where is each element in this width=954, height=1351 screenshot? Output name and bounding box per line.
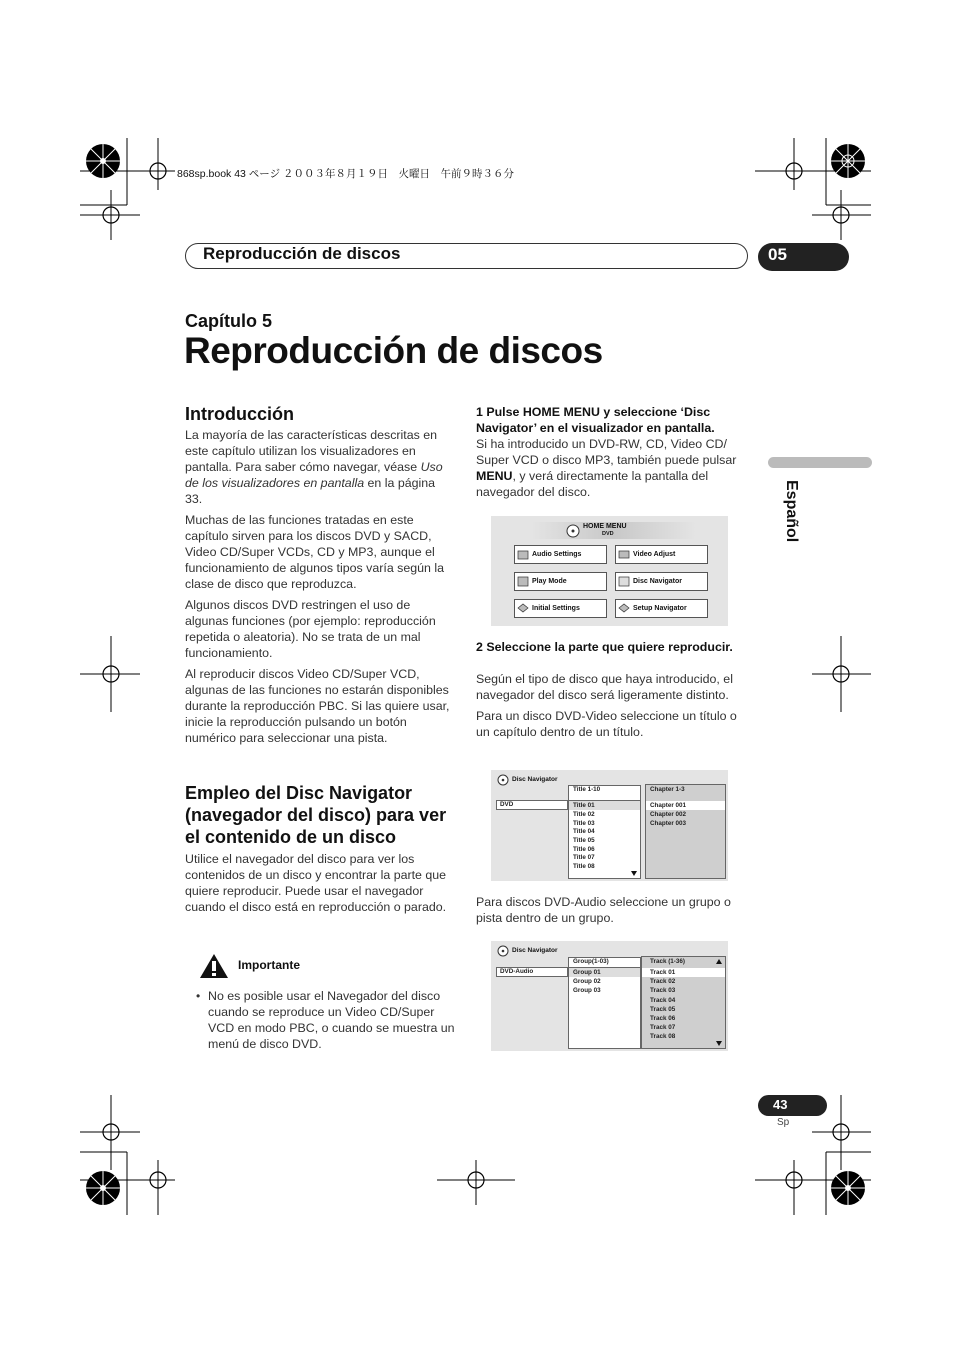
language-tab [768, 457, 872, 468]
page-number: 43 [758, 1095, 827, 1116]
home-menu-subtitle: DVD [602, 531, 614, 537]
list-item[interactable]: Group 03 [573, 987, 601, 994]
header-title: Reproducción de discos [203, 244, 401, 263]
bullet-dot: • [196, 989, 201, 1003]
list-item[interactable]: Title 06 [573, 846, 595, 853]
intro-paragraph-4: Al reproducir discos Video CD/Super VCD, algunas de las funciones no estarán disponibles durante la reproducción PBC. Si las quiere usar, inicie la reproducción pulsando un botón numérico para seleccionar una pista. [185, 667, 450, 745]
list-item[interactable]: Title 03 [573, 820, 595, 827]
navigator-title: Disc Navigator [512, 947, 558, 954]
track-list-head: Track (1-36) [650, 958, 686, 965]
page-title: Reproducción de discos [184, 330, 603, 371]
chapter-list[interactable] [645, 784, 726, 879]
list-item[interactable]: Track 06 [650, 1015, 676, 1022]
step-2-paragraph-2: Para un disco DVD-Video seleccione un título o un capítulo dentro de un título. [476, 709, 737, 739]
chapter-label: Capítulo 5 [185, 311, 273, 331]
step-1-title: 1 Pulse HOME MENU y seleccione ‘Disc Navigator’ en el visualizador en pantalla. [476, 405, 715, 435]
settings-icon [517, 603, 529, 614]
language-code: Sp [777, 1117, 790, 1128]
setup-navigator-button[interactable]: Setup Navigator [615, 599, 708, 618]
list-item[interactable]: Track 05 [650, 1006, 676, 1013]
step-2-paragraph-1: Según el tipo de disco que haya introducido, el navegador del disco será ligeramente distinto. [476, 672, 733, 702]
list-item[interactable]: Chapter 001 [650, 802, 687, 809]
disc-icon [497, 945, 509, 957]
disc-navigator-dvd-audio-screen [491, 941, 728, 1051]
play-mode-button[interactable]: Play Mode [514, 572, 607, 591]
list-item[interactable]: Track 01 [650, 969, 676, 976]
important-bullet: No es posible usar el Navegador del disco cuando se reproduce un Video CD/Super VCD en modo PBC, o cuando se muestra un menú de disco DVD. [208, 989, 455, 1051]
important-label: Importante [238, 958, 301, 972]
menu-key: MENU [476, 469, 513, 483]
audio-settings-button[interactable]: Audio Settings [514, 545, 607, 564]
group-list-head: Group(1-03) [573, 958, 609, 965]
home-menu-title: HOME MENU [583, 523, 627, 530]
step-2-paragraph-3: Para discos DVD-Audio seleccione un grupo o pista dentro de un grupo. [476, 895, 731, 925]
intro-paragraph-2: Muchas de las funciones tratadas en este capítulo sirven para los discos DVD y SACD, Video CD/Super VCDs, CD y MP3, aunque el funcionamiento de algunos tipos varía según la clase de disco que reproduzca. [185, 513, 444, 591]
scroll-down-icon[interactable] [630, 869, 638, 877]
list-item[interactable]: Group 02 [573, 978, 601, 985]
disc-type-label: DVD-Audio [500, 968, 534, 975]
disc-navigator-icon [618, 576, 630, 587]
title-list-head: Title 1-10 [573, 786, 601, 793]
chapter-number-badge: 05 [758, 243, 849, 271]
language-label: Español [783, 480, 800, 543]
intro-paragraph-3: Algunos discos DVD restringen el uso de algunas funciones (por ejemplo: reproducción repetida o aleatoria). No se trata de un mal funcionamiento. [185, 598, 436, 660]
home-menu-screen [491, 516, 728, 626]
list-item[interactable]: Track 07 [650, 1024, 676, 1031]
setup-icon [618, 603, 630, 614]
list-item[interactable]: Title 04 [573, 828, 595, 835]
disc-navigator-dvd-screen [491, 770, 728, 881]
list-item[interactable]: Track 04 [650, 997, 676, 1004]
list-item[interactable]: Chapter 003 [650, 820, 687, 827]
step-1-body: Si ha introducido un DVD-RW, CD, Video CD/ Super VCD o disco MP3, también puede pulsar MENU, y verá directamente la pantalla del navegador del disco. [476, 437, 737, 499]
scroll-down-icon[interactable] [715, 1039, 723, 1047]
disc-type-label: DVD [500, 801, 514, 808]
list-item[interactable]: Group 01 [573, 969, 601, 976]
scroll-up-icon[interactable] [715, 958, 723, 966]
chapter-list-head: Chapter 1-3 [650, 786, 685, 793]
navigator-heading: Empleo del Disc Navigator (navegador del disco) para ver el contenido de un disco [185, 783, 447, 847]
video-icon [618, 549, 630, 560]
navigator-title: Disc Navigator [512, 776, 558, 783]
list-item[interactable]: Title 07 [573, 854, 595, 861]
warning-icon [199, 953, 229, 979]
list-item[interactable]: Track 08 [650, 1033, 676, 1040]
list-item[interactable]: Title 05 [573, 837, 595, 844]
step-2-title: 2 Seleccione la parte que quiere reproducir. [476, 640, 733, 654]
disc-icon [497, 774, 509, 786]
list-item[interactable]: Track 02 [650, 978, 676, 985]
disc-icon [566, 524, 580, 538]
navigator-body: Utilice el navegador del disco para ver los contenidos de un disco y encontrar la parte que quiere reproducir. Puede usar el navegador cuando el disco está en reproducción o parado. [185, 852, 447, 914]
list-item[interactable]: Chapter 002 [650, 811, 687, 818]
initial-settings-button[interactable]: Initial Settings [514, 599, 607, 618]
intro-paragraph-1: La mayoría de las características descritas en este capítulo utilizan los visualizadores en pantalla. Para saber cómo navegar, véase Uso de los visualizadores en pantalla en la página 33. [185, 428, 443, 506]
video-adjust-button[interactable]: Video Adjust [615, 545, 708, 564]
list-item[interactable]: Title 08 [573, 863, 595, 870]
disc-navigator-button[interactable]: Disc Navigator [615, 572, 708, 591]
list-item[interactable]: Track 03 [650, 987, 676, 994]
step-2-body [476, 671, 748, 745]
play-mode-icon [517, 576, 529, 587]
list-item[interactable]: Title 02 [573, 811, 595, 818]
cross-reference: Uso de los visualizadores en pantalla [185, 460, 443, 490]
intro-heading: Introducción [185, 404, 294, 424]
list-item[interactable]: Title 01 [573, 802, 595, 809]
intro-body [185, 427, 453, 751]
print-header: 868sp.book 43 ページ ２００３年８月１９日 火曜日 午前９時３６分 [177, 168, 515, 180]
speaker-icon [517, 549, 529, 560]
